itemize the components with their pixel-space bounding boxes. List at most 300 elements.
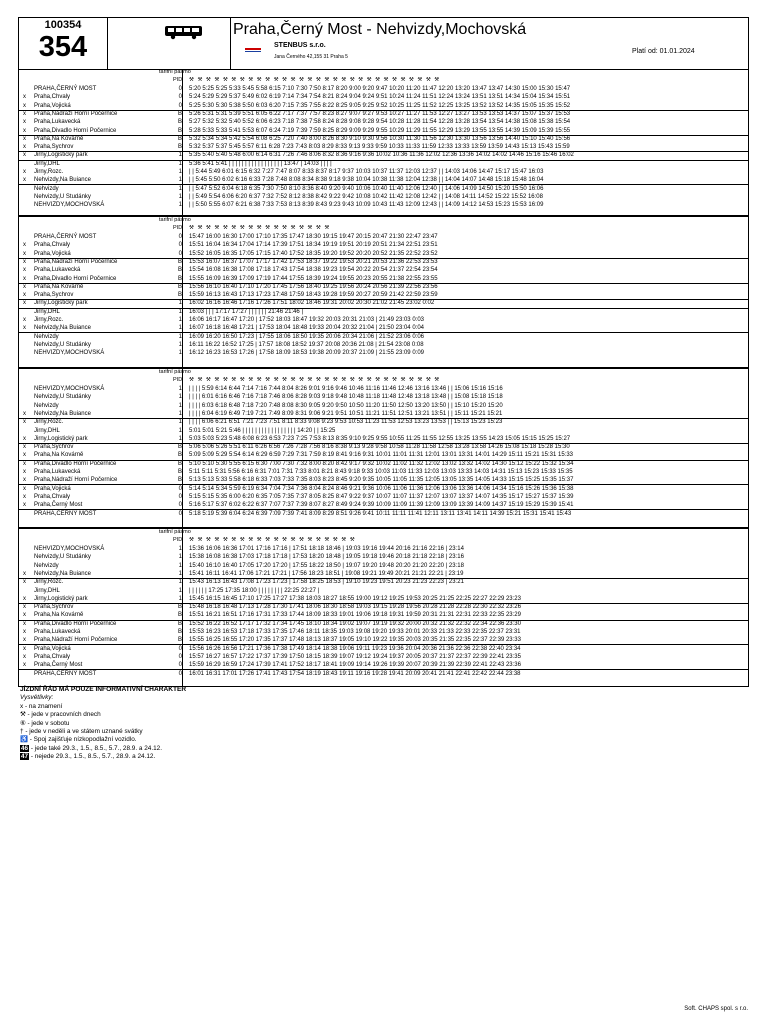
block-header (19, 529, 748, 545)
stop-row (19, 653, 748, 661)
pid-label: PID (173, 77, 183, 83)
stop-row (19, 193, 748, 201)
request-stop-flag: x (23, 242, 26, 249)
zone-label: tarifní pásmo (159, 369, 191, 375)
departure-times: 5:32 5:37 5:37 5:45 5:57 6:11 6:28 7:23 7:43 8:03 8:29 8:33 9:13 9:33 9:59 10:33 11:33 11:59 12:33 13:33 13:59 13:59 14:43 15:13 15:43 15:59 (189, 144, 570, 151)
request-stop-flag: x (23, 267, 26, 274)
pid-label: PID (173, 537, 183, 543)
tariff-zone: B (177, 637, 182, 644)
request-stop-flag: x (23, 485, 26, 492)
departure-times: 5:27 5:32 5:32 5:40 5:52 6:06 6:23 7:18 7:38 7:58 8:24 8:28 9:08 9:28 9:54 10:28 11:28 11:54 12:28 13:28 13:54 13:54 14:38 15:08 15:38 15:54 (189, 119, 571, 126)
tariff-zone: 1 (178, 386, 182, 392)
tariff-zone: B (177, 292, 182, 299)
stop-name: Praha,Nádraží Horní Počernice (34, 477, 118, 484)
tariff-zone: 1 (178, 579, 182, 586)
departure-times: 15:47 16:00 16:30 17:00 17:10 17:35 17:47 18:30 19:15 19:47 20:15 20:47 21:30 22:47 23:47 (189, 234, 438, 240)
stop-name: PRAHA,ČERNÝ MOST (34, 86, 97, 92)
departure-times: 5:11 5:11 5:31 5:56 6:16 6:31 7:01 7:31 7:33 8:01 8:21 8:43 9:18 9:33 10:03 11:03 11:33 12:03 13:03 13:33 14:03 14:31 15:13 15:23 15:33 15:35 (189, 469, 573, 475)
stop-row (19, 93, 748, 101)
stop-name: Jirny,Rozc. (34, 169, 64, 175)
request-stop-flag: x (23, 452, 26, 459)
stop-row (19, 185, 748, 193)
tariff-zone: 0 (178, 502, 182, 509)
stop-name: Praha,Vojická (34, 250, 71, 257)
stop-name: Praha,Chvaly (34, 653, 71, 660)
legend-title: Vysvětlivky: (20, 694, 54, 702)
stop-row (19, 308, 748, 316)
stop-row (19, 645, 748, 653)
stop-name: NEHVIZDY,MOCHOVSKÁ (34, 386, 105, 392)
stop-row (19, 241, 748, 249)
stop-name: Praha,Lukavecká (34, 629, 81, 635)
departure-times: | | 5:49 5:54 6:06 6:20 6:37 7:32 7:52 8:12 8:38 8:42 9:22 9:42 10:08 10:42 11:42 12:08 12:42 | | 14:08 14:11 14:52 15:22 15:52 16:08 (189, 193, 543, 200)
departure-times: 15:54 16:08 16:38 17:08 17:18 17:43 17:54 18:38 19:23 19:54 20:22 20:54 21:37 22:54 23:54 (189, 267, 438, 274)
bus-icon-box (107, 18, 231, 69)
departure-times: 15:57 16:27 16:57 17:22 17:37 17:39 17:50 18:15 18:39 19:07 19:12 19:24 19:37 20:05 20:37 21:37 22:37 22:39 22:41 23:35 (189, 653, 521, 660)
tariff-zone: B (177, 444, 182, 451)
stop-name: Jirny,Logistický park (34, 152, 88, 159)
departure-times: 16:01 16:31 17:01 17:26 17:41 17:43 17:54 18:19 18:43 19:11 19:16 19:28 19:41 20:09 20:41 21:41 22:41 22:42 22:44 23:38 (189, 670, 521, 677)
tariff-zone: B (177, 620, 182, 627)
stop-row (19, 460, 748, 468)
stop-name: Praha,Lukavecká (34, 267, 81, 274)
block-header (19, 369, 748, 385)
route-title: Praha,Černý Most - Nehvizdy,Mochovská (233, 21, 527, 38)
block-header (19, 217, 748, 233)
tariff-zone: 1 (178, 595, 182, 602)
tariff-zone: B (177, 452, 182, 459)
zone-label: tarifní pásmo (159, 529, 191, 535)
line-number: 354 (38, 31, 88, 63)
tariff-zone: 1 (178, 185, 182, 192)
request-stop-flag: x (23, 292, 26, 299)
departure-times: 5:26 5:31 5:31 5:39 5:51 6:05 6:22 7:17 7:37 7:57 8:23 8:27 9:07 9:27 9:53 10:27 11:27 11:53 12:27 13:27 13:53 13:53 14:37 15:07 15:37 15:53 (189, 110, 571, 117)
zone-label: tarifní pásmo (159, 69, 191, 75)
departure-times: 16:12 16:23 16:53 17:26 | 17:58 18:09 18:53 19:38 20:09 20:37 21:09 | 21:55 23:09 0:09 (189, 350, 424, 357)
departure-times: 5:10 5:10 5:30 5:55 6:15 6:30 7:00 7:30 7:32 8:00 8:20 8:42 9:17 9:32 10:02 11:02 11:32 12:02 13:02 13:32 14:02 14:30 15:12 15:22 15:32 15:34 (189, 460, 574, 467)
day-type-icons: ⚒ ⚒ ⚒ ⚒ ⚒ ⚒ ⚒ ⚒ ⚒ ⚒ ⚒ ⚒ ⚒ ⚒ ⚒ ⚒ ⚒ (189, 225, 331, 231)
request-stop-flag: x (23, 637, 26, 644)
stop-name: Jirny,Logistický park (34, 300, 88, 307)
departure-times: | | | | | | 17:25 17:35 18:00 | | | | | | | | 22:25 22:27 | (189, 587, 320, 594)
departure-times: 5:24 5:29 5:29 5:37 5:49 6:02 6:19 7:14 7:34 7:54 8:21 8:24 9:04 9:24 9:51 10:24 11:24 11:51 12:24 13:24 13:51 13:51 14:34 15:04 15:34 15:51 (189, 94, 571, 101)
block-outbound-2 (19, 215, 748, 369)
tariff-zone: 1 (178, 193, 182, 200)
tariff-zone: 1 (178, 402, 182, 409)
stop-name: Praha,Černý Most (34, 662, 83, 669)
request-stop-flag: x (23, 419, 26, 426)
stop-name: Nehvizdy,Na Buiance (34, 410, 91, 417)
legend-item-47 (20, 753, 186, 761)
tariff-zone: 0 (178, 510, 182, 517)
departure-times: 15:55 16:09 16:39 17:09 17:19 17:44 17:55 18:39 19:24 19:55 20:23 20:55 21:38 22:55 23:55 (189, 275, 438, 282)
tariff-zone: B (177, 144, 182, 151)
stop-row (19, 316, 748, 324)
block-header (19, 69, 748, 85)
departure-times: | | | | 5:59 6:14 6:44 7:14 7:16 7:44 8:04 8:26 9:01 9:16 9:46 10:46 11:16 11:46 12:46 13:16 13:46 | | 15:06 15:16 15:16 (189, 386, 503, 392)
stop-name: Jirny,Rozc. (34, 317, 64, 323)
tariff-zone: 1 (178, 435, 182, 442)
stop-row (19, 233, 748, 241)
pid-label: PID (173, 377, 183, 383)
tariff-zone: 1 (178, 394, 182, 401)
departure-times: 15:56 16:10 16:40 17:10 17:20 17:45 17:56 18:40 19:25 19:56 20:24 20:56 21:39 22:56 23:56 (189, 283, 438, 290)
tariff-zone: 0 (178, 653, 182, 660)
request-stop-flag: x (23, 620, 26, 627)
block-outbound-1 (19, 69, 748, 215)
timetable-header (19, 18, 748, 70)
tariff-zone: 0 (178, 86, 182, 92)
departure-times: 16:07 16:18 16:48 17:21 | 17:53 18:04 18:48 19:33 20:04 20:32 21:04 | 21:50 23:04 0:04 (189, 325, 424, 332)
tariff-zone: B (177, 275, 182, 282)
stop-row (19, 349, 748, 357)
request-stop-flag: x (23, 102, 26, 109)
tariff-zone: 0 (178, 250, 182, 257)
stop-name: NEHVIZDY,MOCHOVSKÁ (34, 546, 105, 552)
stop-name: Praha,Divadlo Horní Počernice (34, 127, 117, 134)
request-stop-flag: x (23, 177, 26, 184)
stop-row (19, 160, 748, 168)
tariff-zone: 1 (178, 587, 182, 594)
stop-name: Praha,Vojická (34, 485, 71, 492)
note-47-text: - nejede 29.3., 1.5., 8.5., 5.7., 28.9. a 24.12. (30, 753, 156, 761)
departure-times: 15:55 16:25 16:55 17:20 17:35 17:37 17:48 18:13 18:37 19:05 19:10 19:22 19:35 20:03 20:35 21:35 22:35 22:37 22:39 23:33 (189, 637, 521, 644)
stop-row (19, 670, 748, 678)
departure-times: 5:18 5:19 5:39 6:04 6:24 6:39 7:09 7:39 7:41 8:09 8:29 8:51 9:26 9:41 10:11 11:11 11:41 12:11 13:11 13:41 14:11 14:39 15:21 15:31 15:41 15:43 (189, 510, 572, 517)
request-stop-flag: x (23, 250, 26, 257)
tariff-zone: 1 (178, 546, 182, 552)
departure-times: 5:01 5:01 5:21 5:46 | | | | | | | | | | | | | | | | | 14:20 | | 15:25 (189, 427, 336, 434)
tariff-zone: B (177, 267, 182, 274)
stop-name: Praha,Chvaly (34, 493, 71, 500)
departure-times: 16:11 16:22 16:52 17:25 | 17:57 18:08 18:52 19:37 20:08 20:36 21:08 | 21:54 23:08 0:08 (189, 341, 424, 348)
legend-item: x - na znamení (20, 702, 63, 710)
stop-name: Praha,Divadlo Horní Počernice (34, 460, 117, 467)
departure-times: 16:06 16:17 16:47 17:20 | 17:52 18:03 18:47 19:32 20:03 20:31 21:03 | 21:49 23:03 0:03 (189, 317, 424, 323)
departure-times: | | 5:50 5:55 6:07 6:21 6:38 7:33 7:53 8:13 8:39 8:43 9:23 9:43 10:09 10:43 11:43 12:09 12:43 | | 14:09 14:12 14:53 15:23 15:53 16:09 (189, 202, 544, 209)
stop-row (19, 628, 748, 636)
stop-row (19, 333, 748, 341)
stop-name: Praha,Sychrov (34, 292, 74, 299)
note-47-badge: 47 (21, 753, 29, 761)
stop-row (19, 603, 748, 611)
tariff-zone: 1 (178, 562, 182, 569)
departure-times: 5:09 5:09 5:29 5:54 6:14 6:29 6:59 7:29 7:31 7:59 8:19 8:41 9:16 9:31 10:01 11:01 11:31 12:01 13:01 13:31 14:01 14:29 15:11 15:21 15:31 15:33 (189, 452, 574, 459)
stop-row (19, 485, 748, 493)
tariff-zone: 1 (178, 308, 182, 315)
request-stop-flag: x (23, 469, 26, 475)
departure-times: 5:28 5:33 5:33 5:41 5:53 6:07 6:24 7:19 7:39 7:59 8:25 8:29 9:09 9:29 9:55 10:29 11:29 11:55 12:29 13:29 13:55 13:55 14:39 15:09 15:39 15:55 (189, 127, 571, 134)
tariff-zone: 1 (178, 427, 182, 434)
stop-name: Nehvizdy,U Studánky (34, 341, 91, 348)
tariff-zone: B (177, 477, 182, 484)
tariff-zone: 1 (178, 325, 182, 332)
stop-row (19, 418, 748, 426)
stop-name: Praha,Sychrov (34, 444, 74, 451)
note-46-text: - jede také 29.3., 1.5., 8.5., 5.7., 28.9. a 24.12. (30, 744, 162, 752)
stop-row (19, 468, 748, 476)
tariff-zone: 1 (178, 152, 182, 159)
request-stop-flag: x (23, 94, 26, 101)
stop-row (19, 201, 748, 209)
request-stop-flag: x (23, 645, 26, 652)
stop-name: Praha,Lukavecká (34, 469, 81, 475)
request-stop-flag: x (23, 275, 26, 282)
departure-times: | | | | 6:03 6:18 6:48 7:18 7:20 7:48 8:08 8:30 9:05 9:20 9:50 10:50 11:20 11:50 12:50 13:20 13:50 | | 15:10 15:20 15:20 (189, 402, 503, 409)
request-stop-flag: x (23, 444, 26, 451)
departure-times: 15:51 16:04 16:34 17:04 17:14 17:39 17:51 18:34 19:19 19:51 20:19 20:51 21:34 22:51 23:51 (189, 242, 438, 249)
tariff-zone: B (177, 110, 182, 117)
tariff-zone: 0 (178, 234, 182, 240)
request-stop-flag: x (23, 152, 26, 159)
stop-name: Jirny,DHL (34, 308, 60, 315)
departure-times: | | | | 6:04 6:19 6:49 7:19 7:21 7:49 8:09 8:31 9:06 9:21 9:51 10:51 11:21 11:51 12:51 13:21 13:51 | | 15:11 15:21 15:21 (189, 410, 503, 417)
tariff-zone: 1 (178, 341, 182, 348)
request-stop-flag: x (23, 570, 26, 577)
stop-name: Praha,Divadlo Horní Počernice (34, 620, 117, 627)
departure-times: 5:15 5:15 5:35 6:00 6:20 6:35 7:05 7:35 7:37 8:05 8:25 8:47 9:22 9:37 10:07 11:07 11:37 12:07 13:07 13:37 14:07 14:35 15:17 15:27 15:37 15:39 (189, 493, 574, 500)
request-stop-flag: x (23, 653, 26, 660)
tariff-zone: B (177, 283, 182, 290)
stop-name: Nehvizdy,U Studánky (34, 193, 91, 200)
stop-row (19, 553, 748, 561)
stop-name: Nehvizdy,Na Buiance (34, 325, 91, 332)
stop-row (19, 341, 748, 349)
departure-times: 16:02 16:16 16:46 17:16 17:26 17:51 18:02 18:46 19:31 20:02 20:30 21:02 21:45 23:02 0:02 (189, 300, 435, 307)
note-46-badge: 46 (21, 744, 29, 752)
stop-name: Praha,Chvaly (34, 242, 71, 249)
stop-row (19, 562, 748, 570)
request-stop-flag: x (23, 595, 26, 602)
request-stop-flag: x (23, 144, 26, 151)
tariff-zone: 0 (178, 645, 182, 652)
day-type-icons: ⚒ ⚒ ⚒ ⚒ ⚒ ⚒ ⚒ ⚒ ⚒ ⚒ ⚒ ⚒ ⚒ ⚒ ⚒ ⚒ ⚒ ⚒ ⚒ ⚒ (189, 537, 356, 543)
operator-logo-stripe (245, 51, 261, 52)
stop-name: Praha,Nádraží Horní Počernice (34, 637, 118, 644)
request-stop-flag: x (23, 258, 26, 265)
stop-name: Nehvizdy,Na Buiance (34, 570, 91, 577)
tariff-zone: B (177, 127, 182, 134)
request-stop-flag: x (23, 435, 26, 442)
request-stop-flag: x (23, 604, 26, 611)
operator-logo (245, 48, 261, 50)
stop-row (19, 427, 748, 435)
stop-name: PRAHA,ČERNÝ MOST (34, 510, 97, 517)
legend-item-46 (20, 745, 186, 753)
departure-times: 15:59 16:29 16:59 17:24 17:39 17:41 17:52 18:17 18:41 19:09 19:14 19:26 19:39 20:07 20:39 21:39 22:39 22:41 22:43 23:36 (189, 662, 521, 669)
stop-name: Praha,Chvaly (34, 94, 71, 101)
tariff-zone: 0 (178, 493, 182, 500)
tariff-zone: 0 (178, 102, 182, 109)
stop-name: Jirny,DHL (34, 427, 60, 434)
request-stop-flag: x (23, 477, 26, 484)
departure-times: 16:09 16:20 16:50 17:23 | 17:55 18:06 18:50 19:35 20:06 20:34 21:06 | 21:52 23:06 0:06 (189, 333, 424, 340)
stop-row (19, 168, 748, 176)
departure-times: 15:45 16:15 16:45 17:10 17:25 17:27 17:38 18:03 18:27 18:55 19:00 19:12 19:25 19:53 20:25 21:25 22:25 22:27 22:29 23:23 (189, 595, 521, 602)
request-stop-flag: x (23, 135, 26, 142)
departure-times: | | 5:44 5:49 6:01 6:15 6:32 7:27 7:47 8:07 8:33 8:37 8:17 9:37 10:03 10:37 11:37 12:03 12:37 | | 14:03 14:06 14:47 15:17 15:47 16:03 (189, 169, 544, 175)
stop-row (19, 493, 748, 501)
stop-name: Praha,Sychrov (34, 604, 74, 611)
legend-item: ⚒ - jede v pracovních dnech (20, 711, 101, 719)
stop-name: Jirny,Rozc. (34, 579, 64, 586)
departure-times: 5:14 5:14 5:34 5:59 6:19 6:34 7:04 7:34 7:36 8:04 8:24 8:46 9:21 9:36 10:06 11:06 11:36 12:06 13:06 13:36 14:06 14:34 15:16 15:26 15:36 15:38 (189, 485, 574, 492)
day-type-icons: ⚒ ⚒ ⚒ ⚒ ⚒ ⚒ ⚒ ⚒ ⚒ ⚒ ⚒ ⚒ ⚒ ⚒ ⚒ ⚒ ⚒ ⚒ ⚒ ⚒ ⚒ ⚒ ⚒ ⚒ ⚒ ⚒ ⚒ ⚒ ⚒ ⚒ (189, 77, 441, 83)
stop-row (19, 578, 748, 586)
departure-times: 5:03 5:03 5:23 5:48 6:08 6:23 6:53 7:23 7:25 7:53 8:13 8:35 9:10 9:25 9:55 10:55 11:25 11:55 12:55 13:25 13:55 14:23 15:05 15:15 15:25 15:27 (189, 435, 571, 442)
tariff-zone: 1 (178, 410, 182, 417)
stop-name: Nehvizdy (34, 562, 59, 569)
operator-address: Jana Černého 42,155 31 Praha 5 (274, 54, 348, 60)
departure-times: 5:13 5:13 5:33 5:58 6:18 6:33 7:03 7:33 7:35 8:03 8:23 8:45 9:20 9:35 10:05 11:05 11:35 12:05 13:05 13:35 14:05 14:33 15:15 15:25 15:35 15:37 (189, 477, 574, 484)
stop-row (19, 510, 748, 518)
request-stop-flag: x (23, 662, 26, 669)
stop-name: Nehvizdy,Na Buiance (34, 177, 91, 184)
legend-item: † - jede v neděli a ve státem uznané svátky (20, 728, 143, 736)
departure-times: | | 5:47 5:52 6:04 6:18 6:35 7:30 7:50 8:10 8:36 8:40 9:20 9:40 10:06 10:40 11:40 12:06 12:40 | | 14:06 14:09 14:50 15:20 15:50 16:06 (189, 185, 544, 192)
request-stop-flag: x (23, 169, 26, 175)
stop-name: NEHVIZDY,MOCHOVSKÁ (34, 202, 105, 209)
stop-name: Jirny,DHL (34, 587, 60, 594)
departure-times: 15:40 16:10 16:40 17:05 17:20 17:20 | 17:55 18:22 18:50 | 19:07 19:20 19:48 20:20 21:20 22:20 | 23:18 (189, 562, 464, 569)
request-stop-flag: x (23, 579, 26, 586)
tariff-zone: 0 (178, 94, 182, 101)
departure-times: 5:25 5:30 5:30 5:38 5:50 6:03 6:20 7:15 7:35 7:55 8:22 8:25 9:05 9:25 9:52 10:25 11:25 11:52 12:25 13:25 13:52 13:52 14:35 15:05 15:35 15:52 (189, 102, 571, 109)
tariff-zone: B (177, 612, 182, 619)
bus-icon (164, 24, 204, 40)
request-stop-flag: x (23, 502, 26, 509)
tariff-zone: B (177, 629, 182, 635)
notes-title: JÍZDNÍ ŘÁD MÁ POUZE INFORMATIVNÍ CHARAKTER (20, 686, 187, 693)
tariff-zone: 1 (178, 177, 182, 184)
stop-row (19, 545, 748, 553)
day-type-icons: ⚒ ⚒ ⚒ ⚒ ⚒ ⚒ ⚒ ⚒ ⚒ ⚒ ⚒ ⚒ ⚒ ⚒ ⚒ ⚒ ⚒ ⚒ ⚒ ⚒ ⚒ ⚒ ⚒ ⚒ ⚒ ⚒ ⚒ ⚒ ⚒ ⚒ (189, 377, 441, 383)
stop-name: Praha,Vojická (34, 645, 71, 652)
departure-times: 15:52 16:22 16:52 17:17 17:32 17:34 17:45 18:10 18:34 19:02 19:07 19:19 19:32 20:00 20:32 21:32 22:32 22:34 22:36 23:30 (189, 620, 521, 627)
stop-name: PRAHA,ČERNÝ MOST (34, 670, 97, 677)
departure-times: 15:56 16:26 16:56 17:21 17:36 17:38 17:49 18:14 18:38 19:06 19:11 19:23 19:36 20:04 20:36 21:36 22:36 22:38 22:40 23:34 (189, 645, 521, 652)
request-stop-flag: x (23, 493, 26, 500)
stop-row (19, 402, 748, 410)
departure-times: 15:38 16:08 16:38 17:03 17:18 17:18 | 17:53 18:20 18:48 | 19:05 19:18 19:46 20:18 21:18 22:18 | 23:16 (189, 554, 464, 561)
departure-times: 15:53 16:23 16:53 17:18 17:33 17:35 17:46 18:11 18:35 19:03 19:08 19:20 19:33 20:01 20:33 21:33 22:33 22:35 22:37 23:31 (189, 629, 521, 635)
departure-times: 15:48 16:18 16:48 17:13 17:28 17:30 17:41 18:06 18:30 18:58 19:03 19:15 19:28 19:56 20:28 21:28 22:28 22:30 22:32 23:26 (189, 604, 521, 611)
departure-times: 5:35 5:40 5:40 5:48 6:00 6:14 6:31 7:26 7:46 8:06 8:32 8:36 9:16 9:36 10:02 10:36 11:36 12:02 12:36 13:36 14:02 14:02 14:46 15:16 15:46 16:02 (189, 152, 574, 159)
tariff-zone: B (177, 135, 182, 142)
departure-times: 15:51 16:21 16:51 17:16 17:31 17:33 17:44 18:09 18:33 19:01 19:06 19:18 19:31 19:59 20:31 21:31 22:31 22:33 22:35 23:29 (189, 612, 521, 619)
departure-times: 15:59 16:13 16:43 17:13 17:23 17:48 17:59 18:43 19:28 19:59 20:27 20:59 21:42 22:59 23:59 (189, 292, 438, 299)
footer-credit: Soft. CHAPS spol. s r.o. (684, 1006, 748, 1012)
stop-row (19, 443, 748, 451)
stop-name: Jirny,Logistický park (34, 435, 88, 442)
legend-item: ♿ - Spoj zajišťuje nízkopodlažní vozidlo. (20, 736, 137, 744)
request-stop-flag: x (23, 612, 26, 619)
valid-from: Platí od: 01.01.2024 (632, 48, 695, 55)
stop-name: Praha,Na Kovárně (34, 612, 84, 619)
request-stop-flag: x (23, 410, 26, 417)
tariff-zone: B (177, 469, 182, 475)
stop-row (19, 266, 748, 274)
stop-name: Praha,Divadlo Horní Počernice (34, 275, 117, 282)
zone-label: tarifní pásmo (159, 217, 191, 223)
departure-times: | | 5:45 5:50 6:02 6:16 6:33 7:28 7:48 8:08 8:34 8:38 9:18 9:38 10:04 10:38 11:38 12:04 12:38 | | 14:04 14:07 14:48 15:18 15:48 16:04 (189, 177, 544, 184)
departure-times: 15:41 16:11 16:41 17:06 17:21 17:21 | 17:56 18:23 18:51 | 19:08 19:21 19:49 20:21 21:21 22:21 | 23:19 (189, 570, 464, 577)
departure-times: 5:16 5:17 5:37 6:02 6:22 6:37 7:07 7:37 7:39 8:07 8:27 8:49 9:24 9:39 10:09 11:09 11:39 12:09 13:09 13:39 14:09 14:37 15:19 15:29 15:39 15:41 (189, 502, 574, 509)
tariff-zone: B (177, 460, 182, 467)
legend-item: ⑥ - jede v sobotu (20, 719, 70, 727)
request-stop-flag: x (23, 127, 26, 134)
stop-row (19, 258, 748, 266)
request-stop-flag: x (23, 119, 26, 126)
pid-label: PID (173, 225, 183, 231)
request-stop-flag: x (23, 317, 26, 323)
stop-name: NEHVIZDY,MOCHOVSKÁ (34, 350, 105, 357)
stop-name: PRAHA,ČERNÝ MOST (34, 234, 97, 240)
departure-times: | | | | 6:01 6:16 6:46 7:16 7:18 7:46 8:06 8:28 9:03 9:18 9:48 10:48 11:18 11:48 12:48 13:18 13:48 | | 15:08 15:18 15:18 (189, 394, 503, 401)
tariff-zone: 1 (178, 554, 182, 561)
stop-name: Nehvizdy (34, 333, 59, 340)
tariff-zone: 0 (178, 662, 182, 669)
tariff-zone: 1 (178, 317, 182, 323)
stop-row (19, 118, 748, 126)
tariff-zone: B (177, 119, 182, 126)
timetable-sheet (18, 17, 749, 687)
stop-row (19, 393, 748, 401)
departure-times: 15:53 16:07 16:37 17:07 17:17 17:42 17:53 18:37 19:22 19:53 20:21 20:53 21:36 22:53 23:53 (189, 258, 438, 265)
stop-name: Praha,Lukavecká (34, 119, 81, 126)
tariff-zone: 1 (178, 202, 182, 209)
stop-name: Praha,Sychrov (34, 144, 74, 151)
departure-times: 5:32 5:34 5:34 5:42 5:54 6:08 6:25 7:20 7:40 8:00 8:26 8:30 9:10 9:30 9:56 10:30 11:30 11:56 12:30 13:30 13:56 13:56 14:40 15:10 15:40 15:56 (189, 135, 571, 142)
stop-row (19, 587, 748, 595)
stop-name: Jirny,DHL (34, 160, 60, 167)
tariff-zone: 1 (178, 169, 182, 175)
departure-times: 16:03 | | | 17:17 17:27 | | | | | | 21:46 21:46 | (189, 308, 303, 315)
departure-times: 15:36 16:06 16:36 17:01 17:16 17:16 | 17:51 18:18 18:46 | 19:03 19:16 19:44 20:16 21:16 22:16 | 23:14 (189, 546, 464, 552)
stop-name: Praha,Černý Most (34, 502, 83, 509)
stop-name: Nehvizdy,U Studánky (34, 394, 91, 401)
operator-name: STENBUS s.r.o. (274, 42, 326, 49)
request-stop-flag: x (23, 283, 26, 290)
request-stop-flag: x (23, 325, 26, 332)
line-code: 100354 (44, 19, 82, 31)
stop-row (19, 85, 748, 93)
tariff-zone: 1 (178, 333, 182, 340)
tariff-zone: 0 (178, 485, 182, 492)
stop-name: Jirny,Logistický park (34, 595, 88, 602)
tariff-zone: B (177, 258, 182, 265)
notes (20, 686, 186, 762)
stop-row (19, 385, 748, 393)
line-code-box (19, 18, 108, 69)
tariff-zone: 1 (178, 419, 182, 426)
departure-times: 15:43 16:13 16:43 17:08 17:23 17:23 | 17:58 18:25 18:53 | 19:10 19:23 19:51 20:23 21:23 22:23 | 23:21 (189, 579, 464, 586)
departure-times: 5:06 5:06 5:26 5:51 6:11 6:26 6:56 7:26 7:28 7:56 8:16 8:38 9:13 9:28 9:58 10:58 11:28 11:58 12:58 13:28 13:58 14:26 15:08 15:18 15:28 15:30 (189, 444, 570, 451)
stop-row (19, 283, 748, 291)
stop-name: Nehvizdy (34, 402, 59, 409)
block-inbound-1 (19, 367, 748, 529)
stop-row (19, 110, 748, 118)
departure-times: 5:36 5:41 5:41 | | | | | | | | | | | | | | | | | 13:47 | 14:03 | | | | (189, 160, 332, 167)
request-stop-flag: x (23, 300, 26, 307)
tariff-zone: 0 (178, 670, 182, 677)
stop-name: Praha,Nádraží Horní Počernice (34, 110, 118, 117)
stop-name: Praha,Na Kovárně (34, 135, 84, 142)
departure-times: | | | | 6:06 6:21 6:51 7:21 7:23 7:51 8:11 8:33 9:08 9:23 9:53 10:53 11:23 11:53 12:53 13:23 13:53 | | 15:13 15:23 15:23 (189, 419, 503, 426)
stop-name: Praha,Vojická (34, 102, 71, 109)
request-stop-flag: x (23, 110, 26, 117)
tariff-zone: 1 (178, 160, 182, 167)
